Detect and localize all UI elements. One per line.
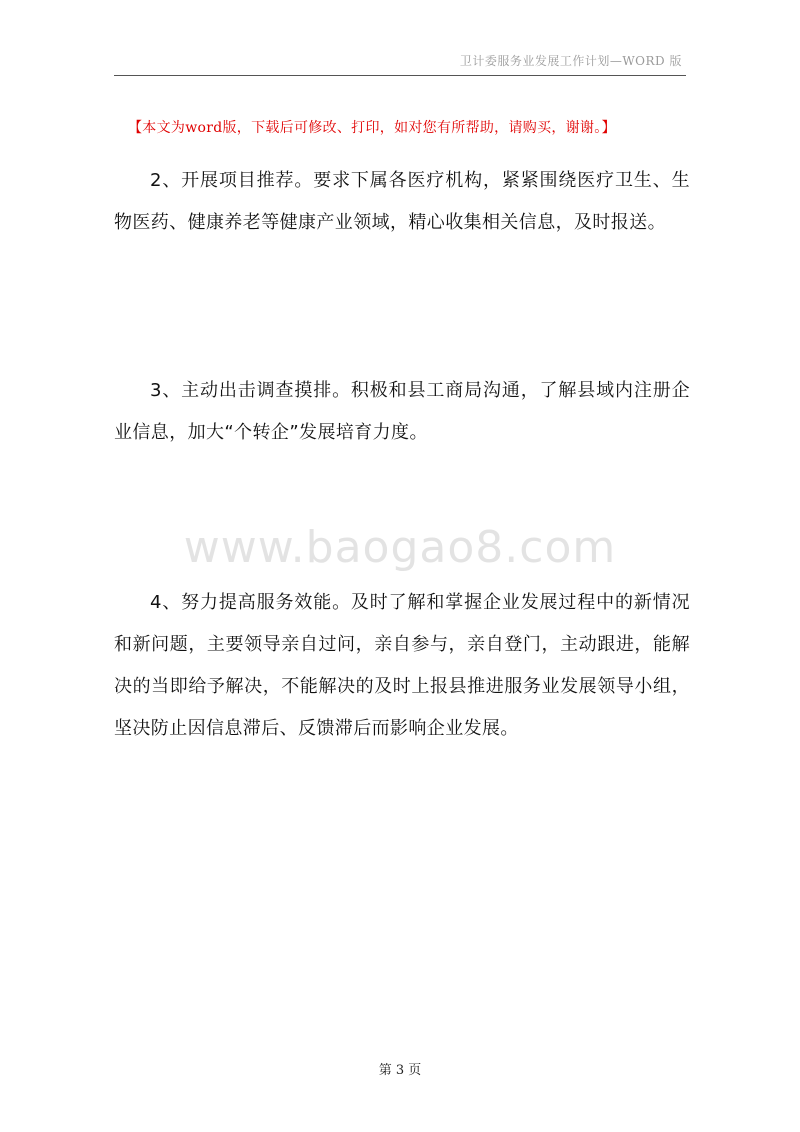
paragraph-item-2: 2、开展项目推荐。要求下属各医疗机构，紧紧围绕医疗卫生、生物医药、健康养老等健康产业领域，精心收集相关信息，及时报送。 xyxy=(114,170,690,233)
page-number: 第 3 页 xyxy=(378,1063,422,1078)
header-divider xyxy=(114,75,686,76)
purchase-notice: 【本文为word版，下载后可修改、打印，如对您有所帮助，请购买，谢谢。】 xyxy=(128,120,616,136)
paragraph-item-4: 4、努力提高服务效能。及时了解和掌握企业发展过程中的新情况和新问题，主要领导亲自过问，亲自参与，亲自登门，主动跟进，能解决的当即给予解决，不能解决的及时上报县推进服务业发展领导小组，坚决防止因信息滞后、反馈滞后而影响企业发展。 xyxy=(114,592,690,739)
running-header: 卫计委服务业发展工作计划—WORD 版 xyxy=(459,54,682,68)
paragraph-item-3: 3、主动出击调查摸排。积极和县工商局沟通，了解县域内注册企业信息，加大“个转企”发展培育力度。 xyxy=(114,380,690,443)
watermark: www.baogao8.com xyxy=(183,522,617,573)
